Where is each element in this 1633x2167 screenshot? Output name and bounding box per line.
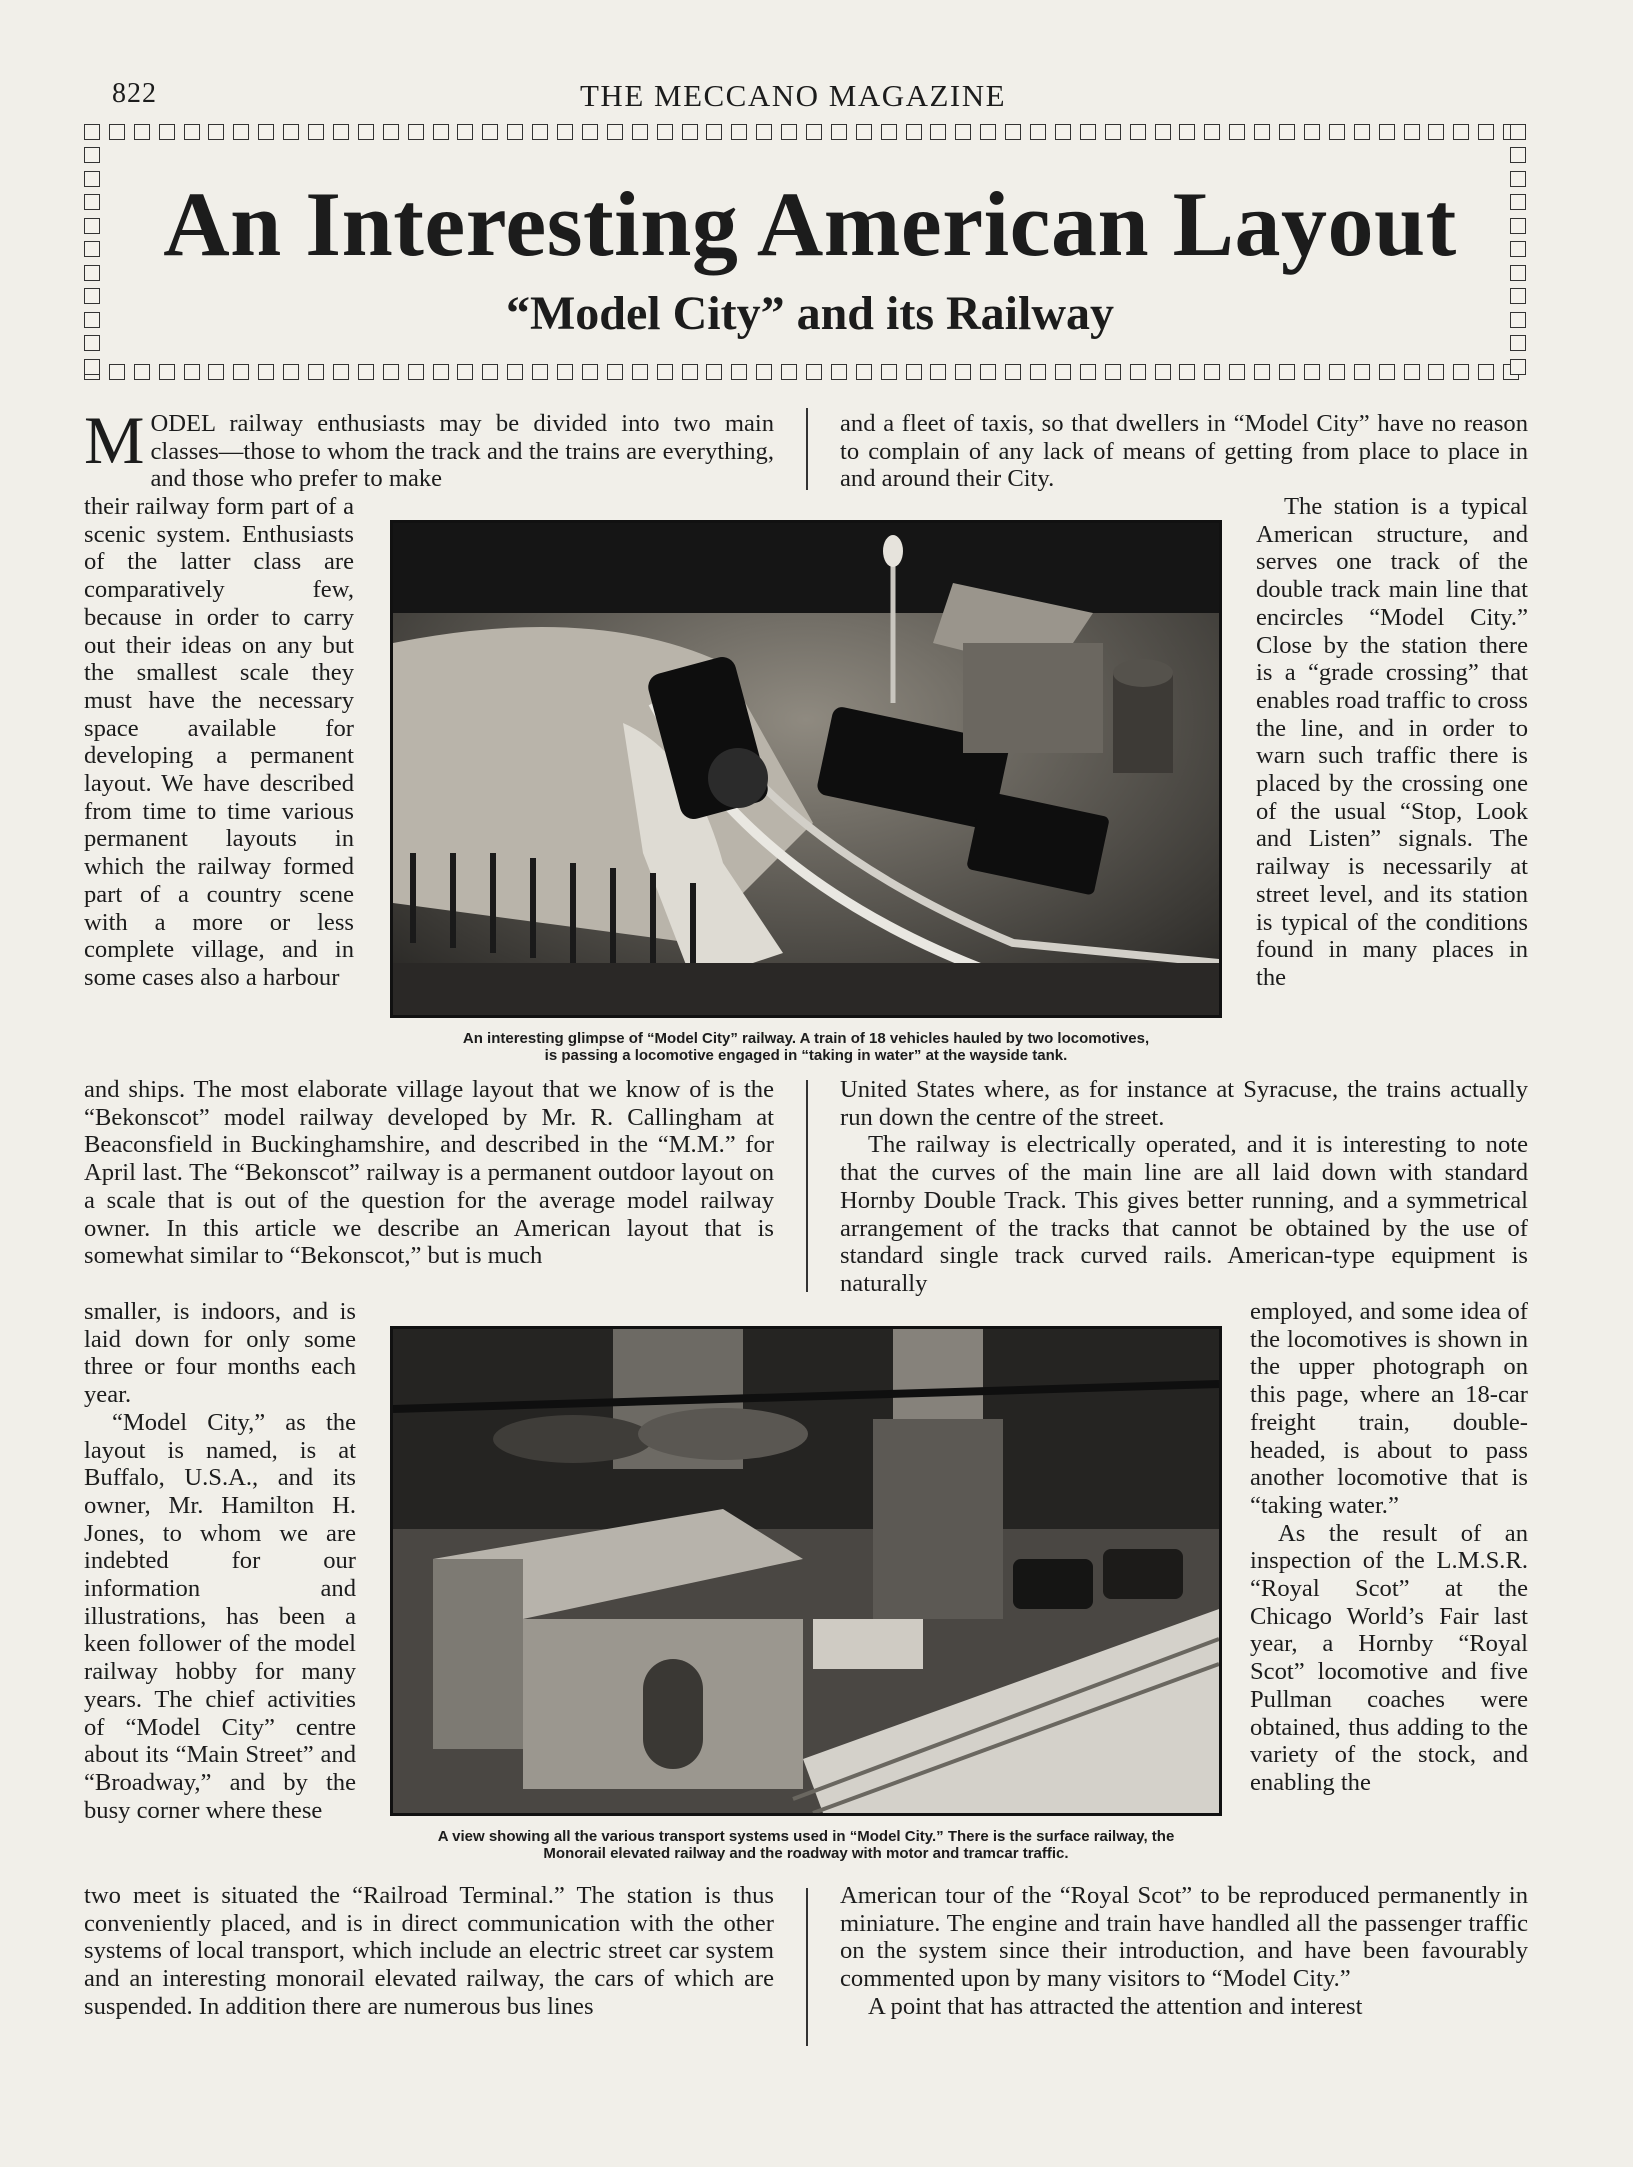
intro-text: ODEL railway enthusiasts may be divided into two main classes—those to whom the track and the trains are everything, and those who prefer to make [150, 410, 774, 493]
border-square [1005, 124, 1021, 140]
border-square [1510, 171, 1526, 187]
border-square [731, 364, 747, 380]
border-square [906, 124, 922, 140]
body-text: United States where, as for instance at Syracuse, the trains actually run down the centre of the street. [840, 1076, 1528, 1131]
border-square [258, 364, 274, 380]
border-square [657, 124, 673, 140]
border-square [1453, 364, 1469, 380]
border-square [433, 364, 449, 380]
border-square [1354, 364, 1370, 380]
border-square [408, 364, 424, 380]
body-text: “Model City,” as the layout is named, is at Buffalo, U.S.A., and its owner, Mr. Hamilton H. Jones, to whom we are indebted for our information and illustrations, has been a keen follower of the model railway hobby for many years. The chief activities of “Model City” centre about its “Main Street” and “Broadway,” and by the busy corner where these [84, 1408, 356, 1824]
border-square [532, 124, 548, 140]
border-square [856, 124, 872, 140]
border-square [1404, 364, 1420, 380]
border-square [781, 124, 797, 140]
border-square [84, 218, 100, 234]
border-square [906, 364, 922, 380]
border-square [233, 124, 249, 140]
top-photo-caption [370, 1030, 1242, 1064]
border-square [980, 124, 996, 140]
border-square [1478, 364, 1494, 380]
border-square [582, 124, 598, 140]
border-square [682, 124, 698, 140]
border-square [1279, 124, 1295, 140]
body-text: two meet is situated the “Railroad Terminal.” The station is thus conveniently placed, and is in direct communication with the other systems of local transport, which include an electric street car system and an interesting monorail elevated railway, the cars of which are suspended. In addition there are numerous bus lines [84, 1882, 774, 2020]
border-square [806, 124, 822, 140]
border-square [532, 364, 548, 380]
article-subheadline: “Model City” and its Railway [505, 287, 1114, 340]
border-square [557, 124, 573, 140]
intro-paragraph [84, 402, 774, 493]
border-square [408, 124, 424, 140]
article-headline: An Interesting American Layout [163, 173, 1457, 275]
border-square [457, 124, 473, 140]
border-square [84, 335, 100, 351]
border-square [1510, 335, 1526, 351]
body-text: As the result of an inspection of the L.M.S.R. “Royal Scot” at the Chicago World’s Fair last year, a Hornby “Royal Scot” locomotive and five Pullman coaches were obtained, thus adding to the variety of the stock, and enabling the [1250, 1519, 1528, 1796]
body-text: The railway is electrically operated, and it is interesting to note that the curves of the main line are all laid down with standard Hornby Double Track. This gives better running, and a symmetrical arrangement of the tracks that cannot be obtained by the use of standard single track curved rails. American-type equipment is naturally [840, 1131, 1528, 1297]
border-square [1478, 124, 1494, 140]
border-square [1030, 364, 1046, 380]
photo-model-city-railway [390, 520, 1222, 1018]
border-square [1510, 312, 1526, 328]
border-square [831, 364, 847, 380]
border-square [507, 364, 523, 380]
border-square [84, 171, 100, 187]
drop-cap: M [84, 402, 145, 478]
border-square [1304, 364, 1320, 380]
page-number: 822 [112, 78, 157, 109]
border-square [1179, 124, 1195, 140]
border-square [1428, 364, 1444, 380]
border-square [856, 364, 872, 380]
column-rule [806, 1888, 808, 2046]
border-square [358, 364, 374, 380]
border-square [283, 124, 299, 140]
border-square [84, 359, 100, 375]
border-square [184, 124, 200, 140]
border-square [1510, 194, 1526, 210]
border-square [457, 364, 473, 380]
border-square [1105, 124, 1121, 140]
right-wide-column-1 [840, 410, 1528, 493]
border-square [1304, 124, 1320, 140]
body-text: A point that has attracted the attention and interest [868, 1992, 1363, 2020]
border-square [756, 124, 772, 140]
right-narrow-column-1 [1256, 493, 1528, 992]
column-rule [806, 408, 808, 490]
border-square [1379, 124, 1395, 140]
border-square [1510, 218, 1526, 234]
border-square [1055, 364, 1071, 380]
border-square [1055, 124, 1071, 140]
border-square [682, 364, 698, 380]
border-square [383, 364, 399, 380]
border-square [1229, 364, 1245, 380]
border-square [806, 364, 822, 380]
border-square [358, 124, 374, 140]
border-square [955, 124, 971, 140]
border-square [1254, 364, 1270, 380]
border-square [333, 364, 349, 380]
border-square [557, 364, 573, 380]
border-square [1080, 124, 1096, 140]
border-square [1204, 124, 1220, 140]
left-wide-column-1 [84, 1076, 774, 1270]
border-square [84, 241, 100, 257]
border-square [308, 364, 324, 380]
border-square [1510, 265, 1526, 281]
border-square [159, 364, 175, 380]
border-square [84, 288, 100, 304]
title-border-bottom [84, 364, 1528, 382]
terminal-photo-illustration [393, 1329, 1219, 1813]
border-square [1428, 124, 1444, 140]
border-square [482, 364, 498, 380]
title-border-left [84, 124, 102, 382]
border-square [308, 124, 324, 140]
border-square [84, 312, 100, 328]
border-square [1329, 364, 1345, 380]
bottom-photo-caption [370, 1828, 1242, 1862]
border-square [582, 364, 598, 380]
border-square [134, 124, 150, 140]
border-square [1510, 147, 1526, 163]
border-square [1354, 124, 1370, 140]
border-square [1155, 364, 1171, 380]
magazine-title: THE MECCANO MAGAZINE [580, 78, 1007, 113]
border-square [1510, 241, 1526, 257]
border-square [84, 194, 100, 210]
border-square [955, 364, 971, 380]
border-square [433, 124, 449, 140]
border-square [1030, 124, 1046, 140]
border-square [930, 124, 946, 140]
border-square [632, 364, 648, 380]
border-square [184, 364, 200, 380]
photo-transport-systems [390, 1326, 1222, 1816]
border-square [706, 124, 722, 140]
border-square [930, 364, 946, 380]
border-square [1453, 124, 1469, 140]
border-square [1510, 288, 1526, 304]
title-border-right [1510, 124, 1528, 382]
border-square [208, 364, 224, 380]
border-square [1279, 364, 1295, 380]
border-square [731, 124, 747, 140]
body-text: The station is a typical American structure, and serves one track of the double track main line that encircles “Model City.” Close by the station there is a “grade crossing” that enables road traffic to cross the line, and in order to warn such traffic there is placed by the crossing one of the usual “Stop, Look and Listen” signals. The railway is necessarily at street level, and its station is typical of the conditions found in many places in the [1256, 493, 1528, 991]
border-square [831, 124, 847, 140]
title-border-top [84, 124, 1528, 142]
border-square [109, 124, 125, 140]
right-narrow-column-2 [1250, 1298, 1528, 1797]
border-square [1204, 364, 1220, 380]
body-text: smaller, is indoors, and is laid down for only some three or four months each year. [84, 1298, 356, 1409]
border-square [756, 364, 772, 380]
caption-line: A view showing all the various transport systems used in “Model City.” There is the surface railway, the [437, 1828, 1175, 1845]
border-square [283, 364, 299, 380]
border-square [1404, 124, 1420, 140]
border-square [706, 364, 722, 380]
border-square [1379, 364, 1395, 380]
border-square [1510, 359, 1526, 375]
border-square [881, 124, 897, 140]
border-square [657, 364, 673, 380]
border-square [507, 124, 523, 140]
left-narrow-column-1 [84, 493, 354, 992]
border-square [109, 364, 125, 380]
border-square [1329, 124, 1345, 140]
border-square [333, 124, 349, 140]
body-text: and ships. The most elaborate village layout that we know of is the “Bekonscot” model railway developed by Mr. R. Callingham at Beaconsfield in Buckinghamshire, and described in the “M.M.” for April last. The “Bekonscot” railway is a permanent outdoor layout on a scale that is out of the question for the average model railway owner. In this article we describe an American layout that is somewhat similar to “Bekonscot,” but is much [84, 1076, 774, 1270]
border-square [233, 364, 249, 380]
column-rule [806, 1080, 808, 1292]
right-wide-column-3 [840, 1882, 1528, 2021]
border-square [881, 364, 897, 380]
border-square [84, 124, 100, 140]
border-square [607, 124, 623, 140]
border-square [1080, 364, 1096, 380]
border-square [159, 124, 175, 140]
border-square [1254, 124, 1270, 140]
border-square [607, 364, 623, 380]
left-narrow-column-2 [84, 1298, 356, 1824]
border-square [980, 364, 996, 380]
border-square [1105, 364, 1121, 380]
border-square [632, 124, 648, 140]
border-square [1155, 124, 1171, 140]
border-square [84, 147, 100, 163]
border-square [1229, 124, 1245, 140]
body-text: their railway form part of a scenic system. Enthusiasts of the latter class are comparatively few, because in order to carry out their ideas on any but the smallest scale they must have the necessary space available for developing a permanent layout. We have described from time to time various permanent layouts in which the railway formed part of a country scene with a more or less complete village, and in some cases also a harbour [84, 493, 354, 991]
border-square [84, 265, 100, 281]
right-wide-column-2 [840, 1076, 1528, 1298]
border-square [781, 364, 797, 380]
border-square [1130, 124, 1146, 140]
border-square [482, 124, 498, 140]
left-wide-column-2 [84, 1882, 774, 2021]
body-text: employed, and some idea of the locomotives is shown in the upper photograph on this page, where an 18-car freight train, double-headed, is about to pass another locomotive that is “taking water.” [1250, 1298, 1528, 1519]
caption-line: An interesting glimpse of “Model City” railway. A train of 18 vehicles hauled by two locomotives, [462, 1030, 1150, 1047]
body-text: and a fleet of taxis, so that dwellers in “Model City” have no reason to complain of any lack of means of getting from place to place in and around their City. [840, 410, 1528, 493]
locomotives-photo-illustration [393, 523, 1219, 1015]
caption-line: is passing a locomotive engaged in “taking in water” at the wayside tank. [544, 1047, 1068, 1064]
border-square [383, 124, 399, 140]
border-square [208, 124, 224, 140]
border-square [258, 124, 274, 140]
border-square [1005, 364, 1021, 380]
body-text: American tour of the “Royal Scot” to be reproduced permanently in miniature. The engine and train have handled all the passenger traffic on the system since their introduction, and have been favourably commented upon by many visitors to “Model City.” [840, 1882, 1528, 1993]
border-square [1510, 124, 1526, 140]
border-square [1179, 364, 1195, 380]
border-square [1130, 364, 1146, 380]
caption-line: Monorail elevated railway and the roadway with motor and tramcar traffic. [543, 1845, 1069, 1862]
border-square [134, 364, 150, 380]
